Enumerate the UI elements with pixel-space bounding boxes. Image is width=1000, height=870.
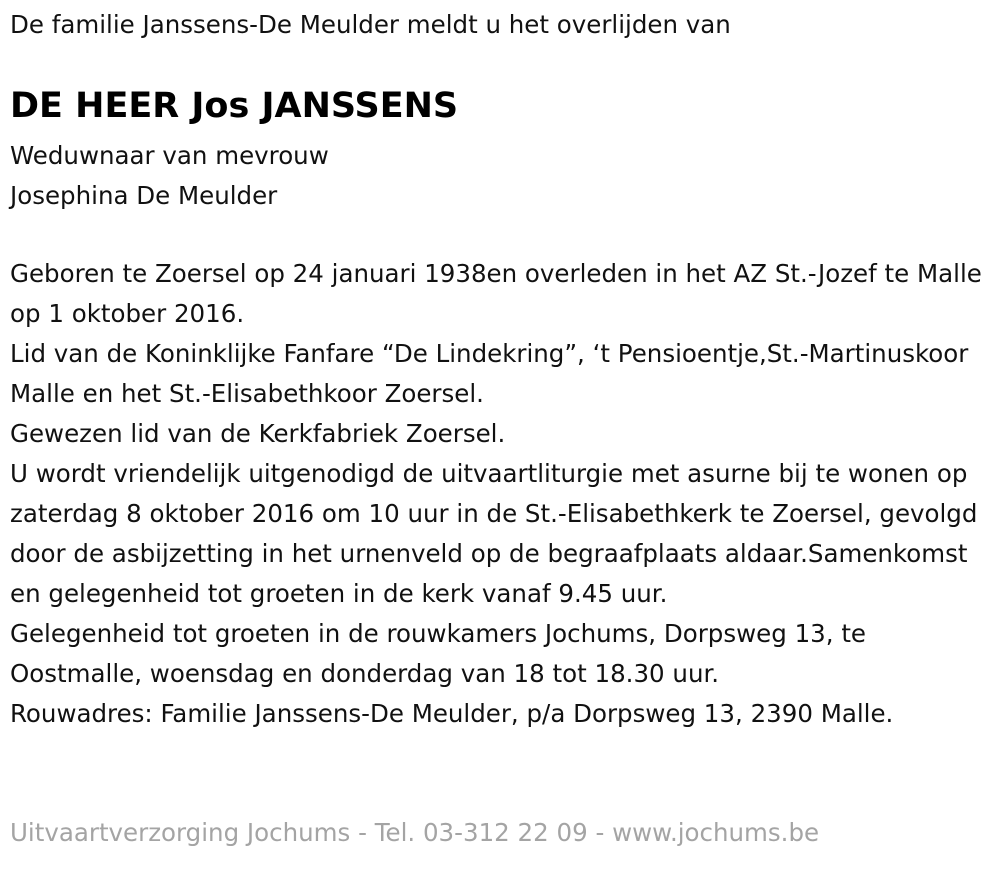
memberships-paragraph: Lid van de Koninklijke Fanfare “De Lindekring”, ‘t Pensioentje,St.-Martinuskoor Malle en het St.-Elisabethkoor Zoersel.: [10, 339, 969, 408]
widower-line-2: Josephina De Meulder: [10, 181, 278, 210]
funeral-paragraph: U wordt vriendelijk uitgenodigd de uitvaartliturgie met asurne bij te wonen op zaterdag 8 oktober 2016 om 10 uur in de St.-Elisabethkerk te Zoersel, gevolgd door de asbijzetting in het urnenveld op de begraafplaats aldaar.Samenkomst en gelegenheid tot groeten in de kerk vanaf 9.45 uur.: [10, 459, 978, 608]
former-member-paragraph: Gewezen lid van de Kerkfabriek Zoersel.: [10, 419, 506, 448]
visitation-paragraph: Gelegenheid tot groeten in de rouwkamers Jochums, Dorpsweg 13, te Oostmalle, woensdag en donderdag van 18 tot 18.30 uur.: [10, 619, 867, 688]
notice-body: [10, 254, 985, 734]
birth-death-paragraph: Geboren te Zoersel op 24 januari 1938en overleden in het AZ St.-Jozef te Malle op 1 oktober 2016.: [10, 259, 982, 328]
widower-line-1: Weduwnaar van mevrouw: [10, 141, 329, 170]
intro-line: De familie Janssens-De Meulder meldt u het overlijden van: [10, 10, 731, 39]
widower-block: [10, 136, 329, 216]
mourning-address-paragraph: Rouwadres: Familie Janssens-De Meulder, p/a Dorpsweg 13, 2390 Malle.: [10, 699, 894, 728]
deceased-name: DE HEER Jos JANSSENS: [10, 86, 459, 126]
funeral-home-footer: Uitvaartverzorging Jochums - Tel. 03-312 22 09 - www.jochums.be: [10, 818, 820, 847]
